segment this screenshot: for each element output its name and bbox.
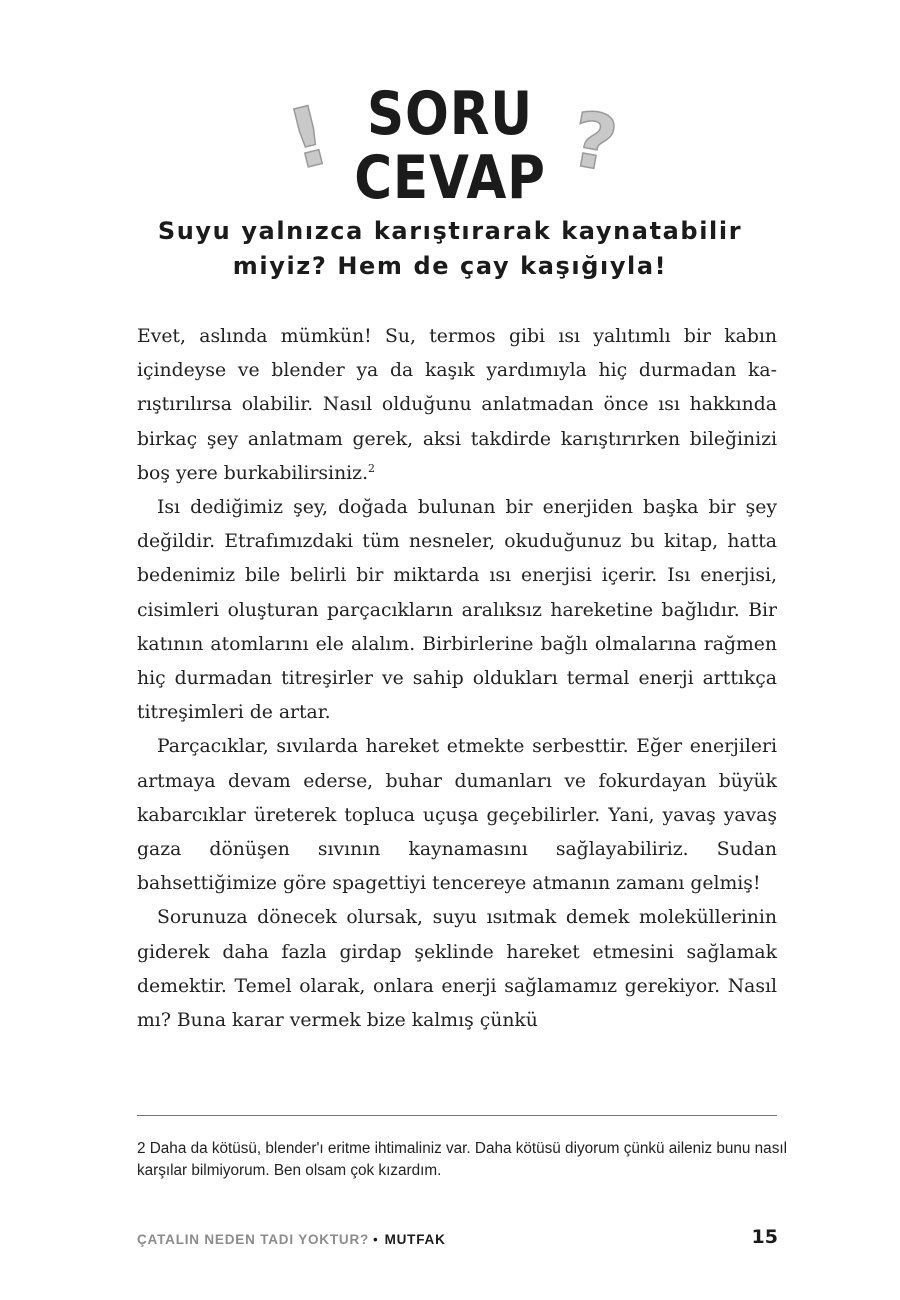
footnote-reference: 2 [368,461,376,475]
paragraph [137,320,777,491]
body-text [137,320,777,1038]
section-name: MUTFAK [384,1232,446,1247]
running-footer [137,1232,446,1248]
title-line-1: SORU [366,79,534,149]
exclamation-icon: ! [278,87,339,190]
footnote-divider [137,1115,777,1116]
footnote: 2 Daha da kötüsü, blender'ı eritme ihtimaliniz var. Daha kötüsü diyorum çünkü aileniz bunu nasıl karşılar bilmiyorum. Ben olsam çok kızardım. [137,1140,787,1179]
question-line-1: Suyu yalnızca karıştırarak kaynatabilir [157,217,743,245]
question-heading [90,214,810,284]
paragraph: Parçacıklar, sıvılarda hareket etmekte serbesttir. Eğer enerjileri artmaya devam ederse, buhar dumanları ve fokurdayan büyük kabarcıklar üreterek topluca uçuşa geçebilirler. Yani, yavaş yavaş gaza dönüşen sıvının kaynamasını sağlayabiliriz. Sudan bahsettiğimize göre spagettiyi tencereye atmanın zamanı gelmiş! [137,736,777,895]
page-number: 15 [751,1226,778,1248]
paragraph: Isı dediğimiz şey, doğada bulunan bir enerjiden başka bir şey değildir. Etrafımızdaki tüm nesneler, okuduğunuz bu kitap, hatta bedenimiz bile belirli bir miktarda ısı enerjisi içerir. Isı enerjisi, cisimleri oluşturan parçacıkların aralıksız hareketine bağlıdır. Bir katının atomlarını ele alalım. Birbirlerine bağlı olmalarına rağmen hiç durmadan titreşirler ve sahip oldukları termal enerji arttıkça titreşimleri de artar. [137,497,777,724]
question-mark-icon: ? [564,93,624,190]
book-title: ÇATALIN NEDEN TADI YOKTUR? [137,1232,370,1247]
header [0,70,900,213]
paragraph-text: Evet, aslında mümkün! Su, termos gibi ısı yalıtımlı bir kabın içindeyse ve blender ya da kaşık yardımıyla hiç durmadan karıştırılırsa olabilir. Nasıl olduğunu anlatmadan önce ısı hakkında birkaç şey anlatmam gerek, aksi takdirde karıştırırken bileğinizi boş yere burkabilirsiniz. [137,326,777,484]
question-line-2: miyiz? Hem de çay kaşığıyla! [232,252,668,280]
title-line-2: CEVAP [354,143,546,213]
paragraph: Sorunuza dönecek olursak, suyu ısıtmak demek moleküllerinin giderek daha fazla girdap şeklinde hareket etmesini sağlamak demektir. Temel olarak, onlara enerji sağlamamız gerekiyor. Nasıl mı? Buna karar vermek bize kalmış çünkü [137,907,777,1032]
footer-separator: • [373,1232,379,1247]
